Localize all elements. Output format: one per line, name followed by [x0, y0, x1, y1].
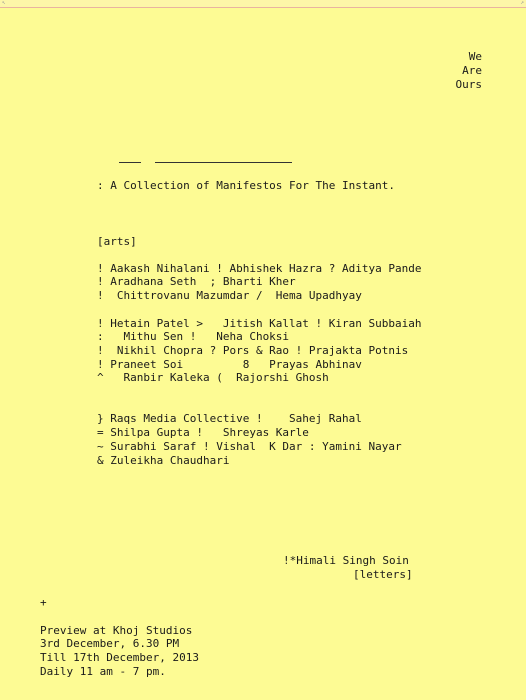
- resize-corner-left-icon: ↖: [2, 0, 6, 6]
- subtitle: : A Collection of Manifestos For The Instant.: [97, 179, 396, 192]
- artist-line: ^ Ranbir Kaleka ( Rajorshi Ghosh: [97, 371, 329, 384]
- artist-line: : Mithu Sen ! Neha Choksi: [97, 330, 290, 343]
- poster-title: [456, 50, 483, 92]
- artist-line: = Shilpa Gupta ! Shreyas Karle: [97, 426, 309, 439]
- artist-line: ! Chittrovanu Mazumdar / Hema Upadhyay: [97, 289, 362, 302]
- letters-author: !*Himali Singh Soin: [283, 554, 409, 567]
- section-label-arts: [arts]: [97, 235, 137, 248]
- artist-line: } Raqs Media Collective ! Sahej Rahal: [97, 412, 362, 425]
- plus-mark: +: [40, 596, 47, 609]
- artist-line: ! Aakash Nihalani ! Abhishek Hazra ? Aditya Pande: [97, 262, 422, 275]
- blank-rule-long: [155, 162, 292, 163]
- title-line-2: Are: [462, 64, 482, 77]
- event-end-date: Till 17th December, 2013: [40, 651, 199, 664]
- blank-rule-short: [119, 162, 141, 163]
- artist-line: ! Hetain Patel > Jitish Kallat ! Kiran Subbaiah: [97, 317, 422, 330]
- artist-line: ! Aradhana Seth ; Bharti Kher: [97, 275, 296, 288]
- event-hours: Daily 11 am - 7 pm.: [40, 665, 166, 678]
- title-line-3: Ours: [455, 78, 482, 91]
- letters-label: [letters]: [353, 568, 413, 581]
- artist-line: ! Praneet Soi 8 Prayas Abhinav: [97, 358, 362, 371]
- title-line-1: We: [468, 50, 482, 63]
- artist-line: & Zuleikha Chaudhari: [97, 454, 230, 467]
- event-preview-date: 3rd December, 6.30 PM: [40, 637, 180, 650]
- artist-line: ! Nikhil Chopra ? Pors & Rao ! Prajakta Potnis: [97, 344, 409, 357]
- resize-corner-right-icon: ↗: [520, 0, 524, 6]
- top-bar: [0, 0, 526, 8]
- artist-line: ~ Surabhi Saraf ! Vishal K Dar : Yamini Nayar: [97, 440, 402, 453]
- event-venue: Preview at Khoj Studios: [40, 624, 193, 637]
